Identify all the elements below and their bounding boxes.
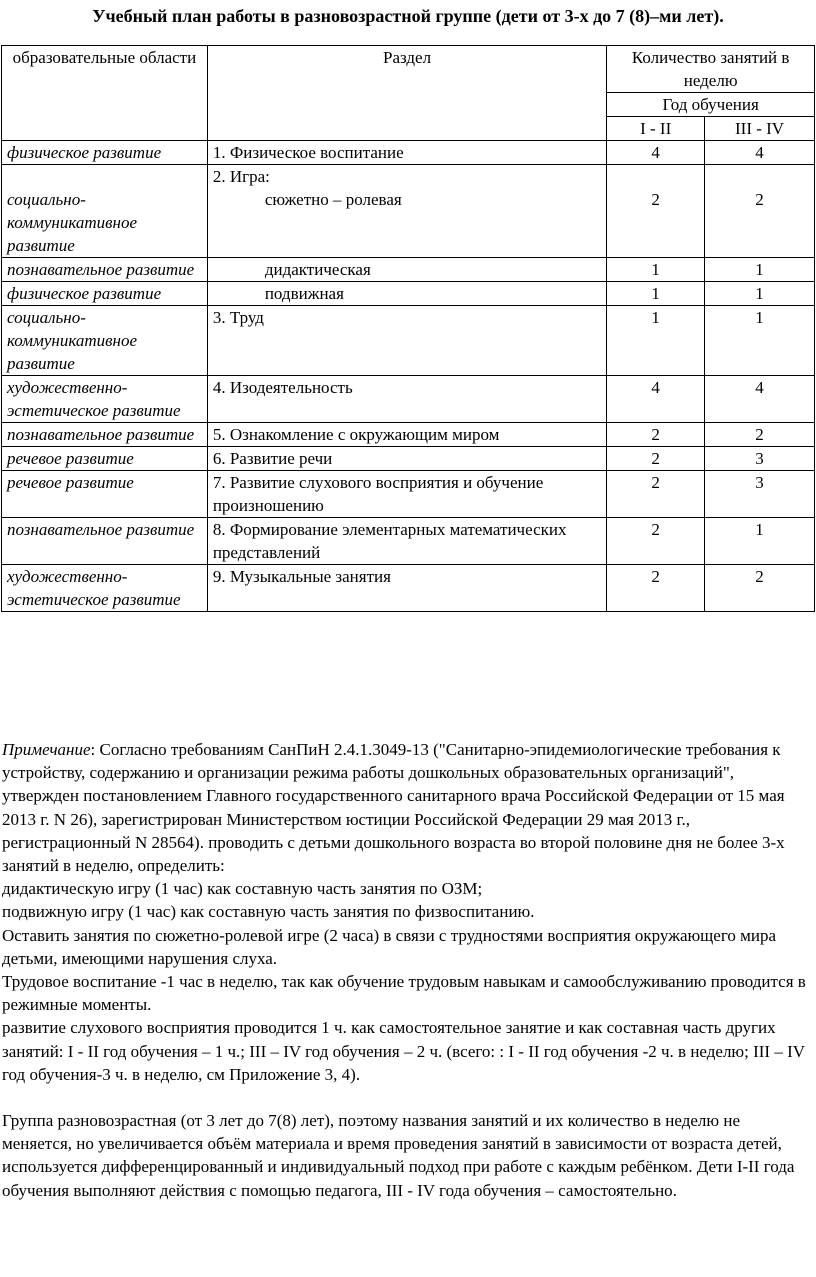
count-cell: 2 — [705, 165, 815, 258]
count-cell: 2 — [607, 518, 705, 565]
count-cell: 4 — [607, 376, 705, 423]
count-cell: 1 — [705, 518, 815, 565]
area-cell: речевое развитие — [2, 447, 208, 471]
paragraph-spacer — [2, 1086, 812, 1109]
note-paragraph: Группа разновозрастная (от 3 лет до 7(8) лет), поэтому названия занятий и их количество в неделю не меняется, но увеличивается объём материала и время проведения занятий в зависимости от возраста детей, используется дифференцированный и индивидуальный подход при работе с каждым ребёнком. Дети I-II года обучения выполняют действия с помощью педагога, III - IV года обучения – самостоятельно. — [2, 1111, 795, 1200]
section-cell: 4. Изодеятельность — [207, 376, 606, 423]
note-paragraph: развитие слухового восприятия проводится 1 ч. как самостоятельное занятие и как составная часть других занятий: I - II год обучения – 1 ч.; III – IV год обучения – 2 ч. (всего: : I - II год обучения -2 ч. в неделю; III – IV год обучения-3 ч. в неделю, см Приложение 3, 4). — [2, 1018, 805, 1084]
count-cell: 3 — [705, 447, 815, 471]
count-cell: 1 — [705, 282, 815, 306]
area-cell: художественно-эстетическое развитие — [2, 565, 208, 612]
note-block — [2, 738, 812, 1202]
count-cell: 1 — [705, 258, 815, 282]
table-row — [2, 565, 815, 612]
count-cell: 2 — [607, 423, 705, 447]
note-intro-paragraph — [2, 738, 812, 877]
note-paragraph: подвижную игру (1 час) как составную часть занятия по физвоспитанию. — [2, 902, 535, 922]
table-row — [2, 447, 815, 471]
count-cell: 2 — [607, 447, 705, 471]
area-cell: познавательное развитие — [2, 423, 208, 447]
count-cell: 2 — [607, 471, 705, 518]
header-areas: образовательные области — [2, 46, 208, 141]
note-label: Примечание — [2, 740, 91, 759]
section-cell: 9. Музыкальные занятия — [207, 565, 606, 612]
area-cell: физическое развитие — [2, 282, 208, 306]
table-row — [2, 518, 815, 565]
table-row — [2, 282, 815, 306]
section-cell: 7. Развитие слухового восприятия и обучение произношению — [207, 471, 606, 518]
table-row — [2, 258, 815, 282]
count-cell: 2 — [705, 565, 815, 612]
area-cell: социально-коммуникативное развитие — [2, 306, 208, 376]
note-paragraph: дидактическую игру (1 час) как составную часть занятия по ОЗМ; — [2, 879, 483, 899]
count-cell: 4 — [705, 376, 815, 423]
section-cell: 6. Развитие речи — [207, 447, 606, 471]
count-cell: 4 — [705, 141, 815, 165]
section-sub: подвижная — [264, 284, 344, 303]
section-cell — [207, 282, 606, 306]
section-cell: 5. Ознакомление с окружающим миром — [207, 423, 606, 447]
header-per-week: Количество занятий в неделю — [607, 46, 815, 93]
section-sub: дидактическая — [264, 260, 371, 279]
section-heading: 2. Игра: — [212, 167, 270, 186]
area-cell: социально-коммуникативное развитие — [2, 165, 208, 258]
count-cell: 1 — [705, 306, 815, 376]
section-cell — [207, 258, 606, 282]
header-year: Год обучения — [607, 93, 815, 117]
table-row — [2, 165, 815, 258]
header-col-1: I - II — [607, 117, 705, 141]
area-cell: речевое развитие — [2, 471, 208, 518]
table-header-row — [2, 46, 815, 93]
note-paragraph: Трудовое воспитание -1 час в неделю, так как обучение трудовым навыкам и самообслуживанию проводится в режимные моменты. — [2, 972, 806, 1015]
table-row — [2, 141, 815, 165]
count-cell: 2 — [607, 565, 705, 612]
section-sub: сюжетно – ролевая — [264, 190, 402, 209]
count-cell: 3 — [705, 471, 815, 518]
count-cell: 1 — [607, 282, 705, 306]
area-cell: познавательное развитие — [2, 518, 208, 565]
table-row — [2, 306, 815, 376]
note-paragraph: Оставить занятия по сюжетно-ролевой игре (2 часа) в связи с трудностями восприятия окружающего мира детьми, имеющими нарушения слуха. — [2, 925, 777, 968]
curriculum-table — [1, 45, 815, 612]
table-row — [2, 423, 815, 447]
header-col-2: III - IV — [705, 117, 815, 141]
table-row — [2, 376, 815, 423]
count-cell: 2 — [607, 165, 705, 258]
page-title: Учебный план работы в разновозрастной группе (дети от 3-х до 7 (8)–ми лет). — [92, 6, 724, 26]
count-cell: 4 — [607, 141, 705, 165]
header-section: Раздел — [207, 46, 606, 141]
count-cell: 1 — [607, 306, 705, 376]
section-cell: 3. Труд — [207, 306, 606, 376]
section-cell: 1. Физическое воспитание — [207, 141, 606, 165]
table-row — [2, 471, 815, 518]
area-cell: познавательное развитие — [2, 258, 208, 282]
section-cell — [207, 165, 606, 258]
count-cell: 1 — [607, 258, 705, 282]
section-cell: 8. Формирование элементарных математических представлений — [207, 518, 606, 565]
count-cell: 2 — [705, 423, 815, 447]
area-cell: физическое развитие — [2, 141, 208, 165]
area-cell: художественно-эстетическое развитие — [2, 376, 208, 423]
note-intro: : Согласно требованиям СанПиН 2.4.1.3049-13 ("Санитарно-эпидемиологические требования к устройству, содержанию и организации режима работы дошкольных образовательных организаций", утвержден постановлением Главного государственного санитарного врача Российской Федерации от 15 мая 2013 г. N 26), зарегистрирован Министерством юстиции Российской Федерации 29 мая 2013 г., регистрационный N 28564). проводить с детьми дошкольного возраста во второй половине дня не более 3-х занятий в неделю, определить: — [2, 740, 785, 876]
